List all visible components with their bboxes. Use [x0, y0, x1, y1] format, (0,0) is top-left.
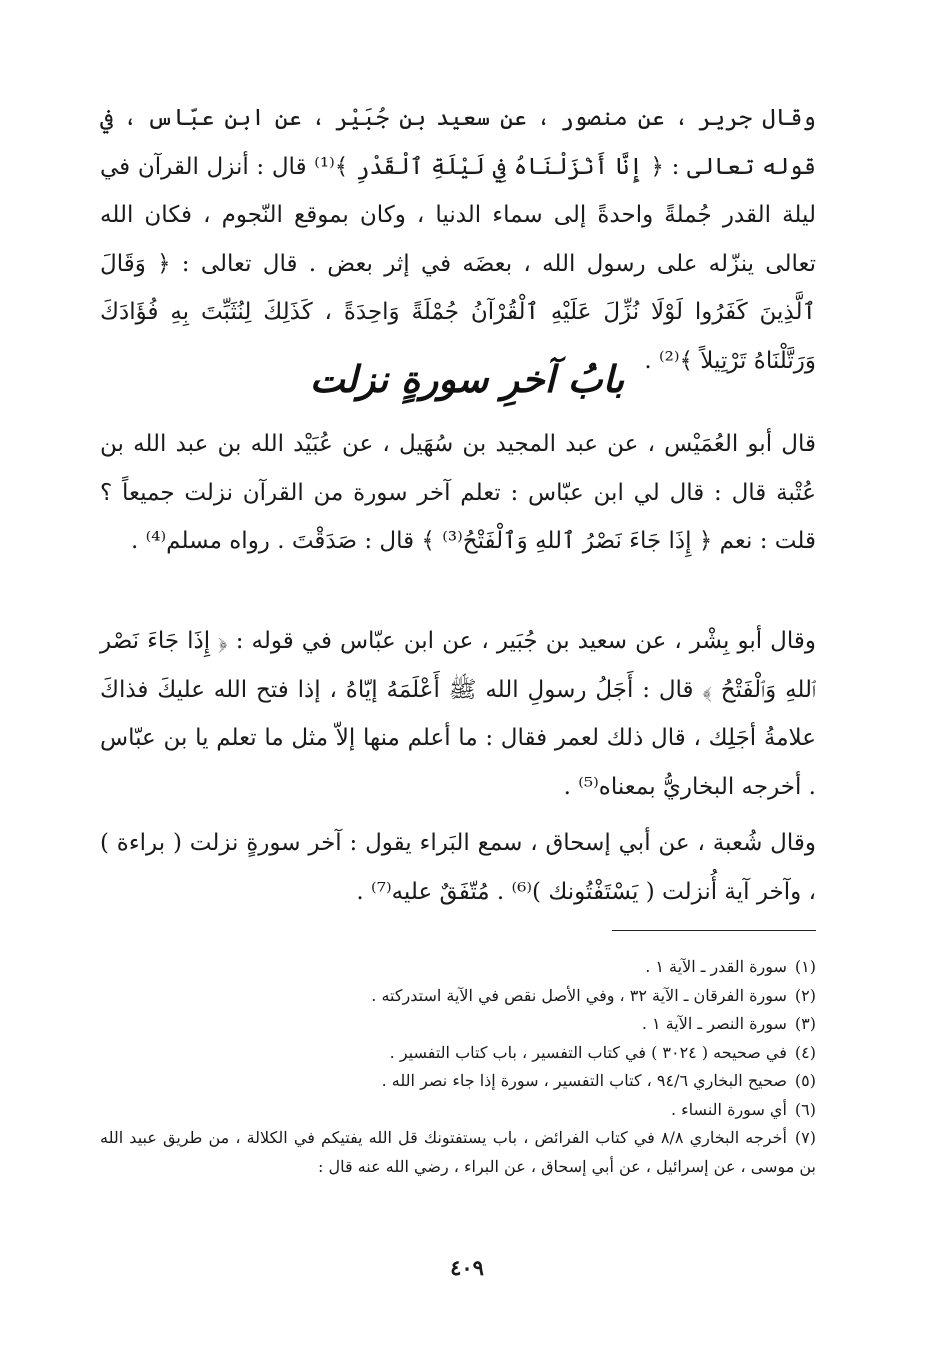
- footnote-text: صحيح البخاري ٩٤/٦ ، كتاب التفسير ، سورة إذا جاء نصر الله .: [381, 1071, 787, 1090]
- footnote-7: [100, 1124, 816, 1181]
- footnote-separator: [612, 930, 816, 931]
- footnote-6: [100, 1096, 816, 1125]
- footnote-number: (٦): [794, 1099, 816, 1119]
- chapter-heading: بابُ آخرِ سورةٍ نزلت: [309, 357, 625, 401]
- footnote-2: [100, 982, 816, 1011]
- footnote-text: في صحيحه ( ٣٠٢٤ ) في كتاب التفسير ، باب كتاب التفسير .: [389, 1042, 787, 1062]
- paragraph-abu-al-umays-narration: قال أبو العُمَيْس ، عن عبد المجيد بن سُهَيل ، عن عُبَيْد الله بن عبد الله بن عُتْبة قال : قال لي ابن عبّاس : تعلم آخر سورة من القرآن نزلت جميعاً ؟ قلت : نعم ﴿ إِذَا جَاءَ نَصْرُ ٱللهِ وَٱلْفَتْحُ⁽³⁾ ﴾ قال : صَدَقْتَ . رواه مسلم⁽⁴⁾ .: [100, 431, 816, 554]
- footnote-number: (٣): [794, 1014, 816, 1033]
- page-number: ٤٠٩: [450, 1255, 484, 1280]
- footnote-number: (٢): [794, 985, 816, 1005]
- paragraph-abu-bishr-narration: وقال أبو بِشْر ، عن سعيد بن جُبَير ، عن ابن عبّاس في قوله : ﴿ إِذَا جَاءَ نَصْر ٱللهِ وَٱلْفَتْحُ ﴾ قال : أَجَلُ رسولِ الله ﷺ أَعْلَمَهُ إيّاهُ ، إذا فتح الله عليكَ فذاكَ علامةُ أجَلِك ، قال ذلك لعمر فقال : ما أعلم منها إلاّ مثل ما تعلم يا بن عبّاس . أخرجه البخاريُّ بمعناه⁽⁵⁾ .: [100, 628, 816, 800]
- paragraph-shuba-narration: وقال شُعبة ، عن أبي إسحاق ، سمع البَراء يقول : آخر سورةٍ نزلت ( براءة ) ، وآخر آية أُنزلت ( يَسْتَفْتُونك )⁽⁶⁾ . مُتّفَقٌ عليه⁽⁷⁾ .: [100, 830, 816, 905]
- footnote-1: [100, 953, 816, 982]
- footnote-text: سورة النصر ـ الآية ١ .: [641, 1014, 787, 1033]
- footnote-text: أي سورة النساء .: [670, 1099, 787, 1119]
- footnote-text: سورة القدر ـ الآية ١ .: [645, 957, 787, 976]
- footnote-5: [100, 1067, 816, 1096]
- footnote-text: سورة الفرقان ـ الآية ٣٢ ، وفي الأصل نقص في الآية استدركته .: [371, 985, 787, 1005]
- footnote-number: (٧): [794, 1128, 817, 1147]
- footnote-number: (١): [794, 957, 816, 976]
- footnote-number: (٥): [794, 1071, 816, 1090]
- footnote-number: (٤): [794, 1042, 816, 1062]
- footnote-3: [100, 1010, 816, 1039]
- paragraph-jarir-narration: وقال جرير ، عن منصور ، عن سعيد بن جُبَيْر ، عن ابن عبّاس ، في قوله تعالى : ﴿ إِنَّا أَنْزَلْنَاهُ فِي لَيْلَةِ ٱلْقَدْرِ ﴾⁽¹⁾ قال : أنزل القرآن في ليلة القدر جُملةً واحدةً إلى سماء الدنيا ، وكان بموقع النّجوم ، فكان الله تعالى ينزّله على رسول الله ، بعضَه في إثر بعض . قال تعالى : ﴿ وَقَالَ ٱلَّذِينَ كَفَرُوا لَوْلَا نُزِّلَ عَلَيْهِ ٱلْقُرْآنُ جُمْلَةً وَاحِدَةً ، كَذَلِكَ لِنُثَبِّتَ بِهِ فُؤَادَكَ وَرَتَّلْنَاهُ تَرْتِيلاً ﴾⁽²⁾ .: [100, 105, 816, 374]
- footnote-4: [100, 1039, 816, 1068]
- footnote-text: أخرجه البخاري ٨/٨ في كتاب الفرائض ، باب يستفتونك قل الله يفتيكم في الكلالة ، من طريق عبيد الله بن موسى ، عن إسرائيل ، عن أبي إسحاق ، عن البراء ، رضي الله عنه قال :: [100, 1128, 816, 1176]
- footnotes: [100, 953, 816, 1181]
